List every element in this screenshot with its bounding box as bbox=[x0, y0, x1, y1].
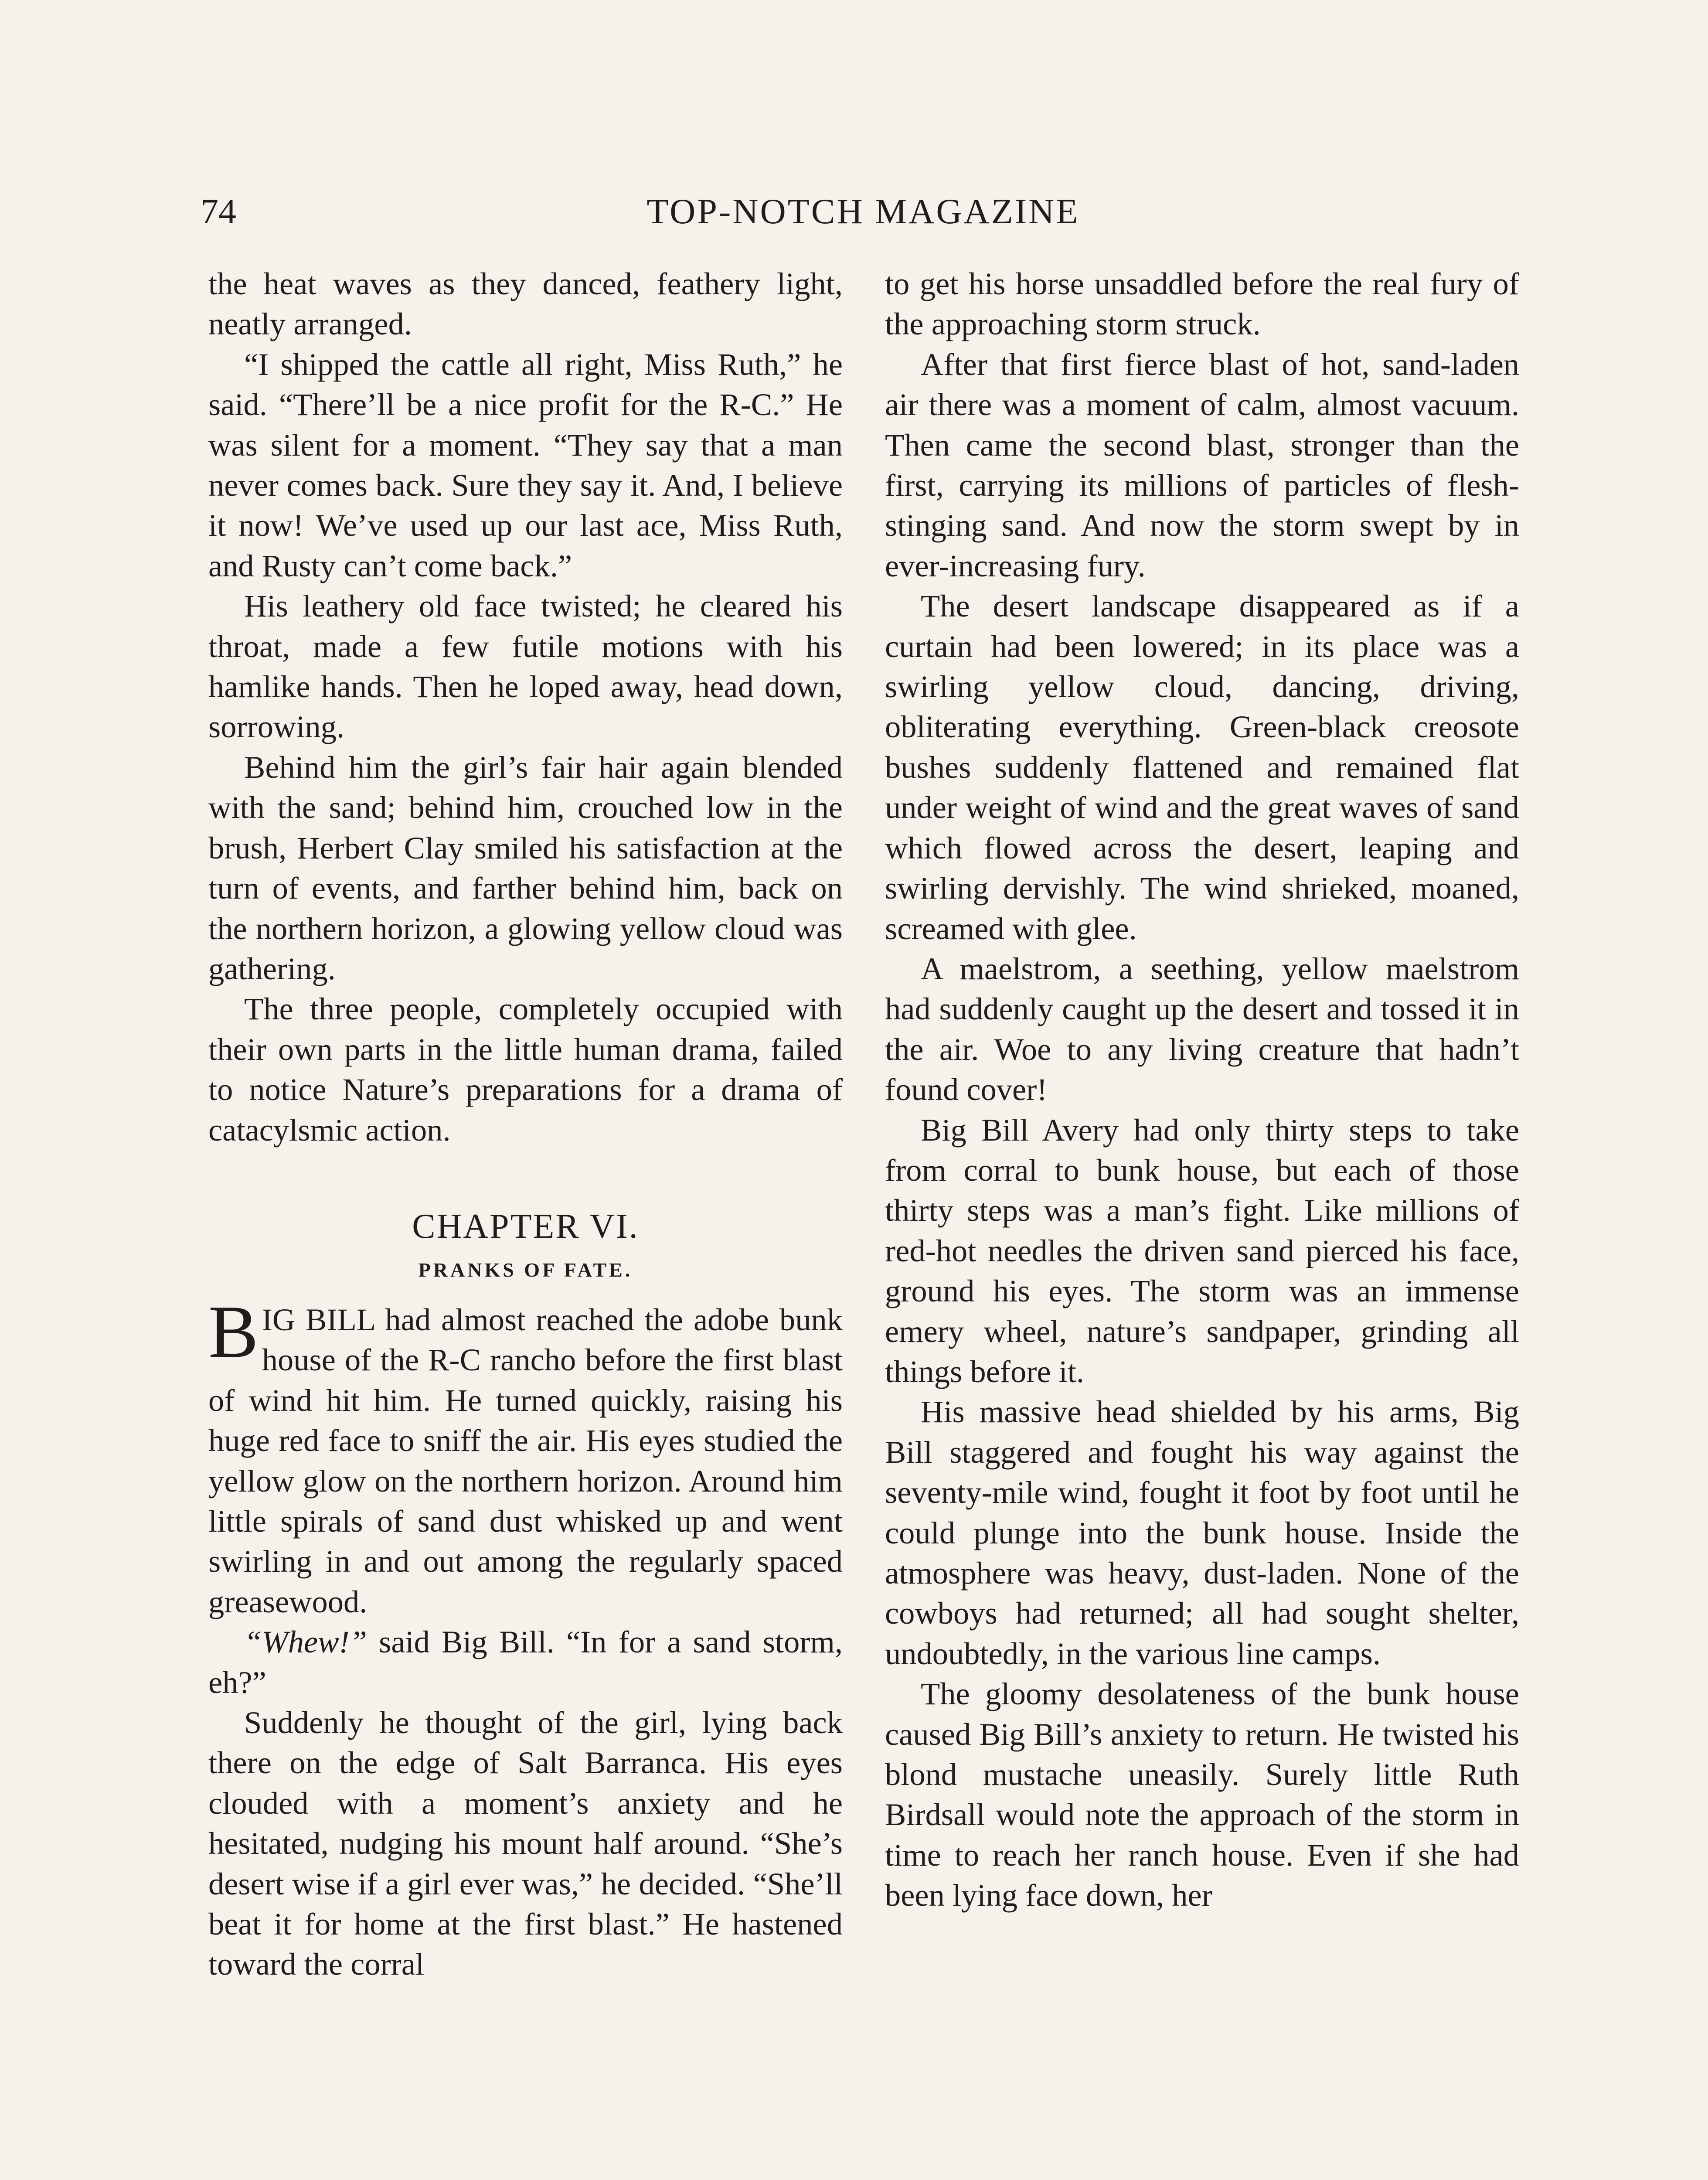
page-header bbox=[201, 187, 1526, 235]
paragraph: A maelstrom, a seething, yellow maelstrom had suddenly caught up the desert and tossed it in the air. Woe to any living creature that hadn’t found cover! bbox=[885, 950, 1519, 1107]
running-head: TOP-NOTCH MAGAZINE bbox=[646, 191, 1080, 231]
chapter-heading bbox=[208, 1205, 843, 1288]
paragraph: His leathery old face twisted; he cleared his throat, made a few futile motions with his hamlike hands. Then he loped away, head down, sorrowing. bbox=[208, 588, 843, 745]
page-number: 74 bbox=[201, 191, 236, 231]
opening-paragraph-text: IG BILL had almost reached the adobe bunk house of the R-C rancho before the first blast of wind hit him. He turned quickly, raising his huge red face to sniff the air. His eyes studied the yellow glow on the northern horizon. Around him little spirals of sand dust whisked up and went swirling in and out among the regularly spaced greasewood. bbox=[208, 1301, 843, 1619]
paragraph: to get his horse unsaddled before the real fury of the approaching storm struck. bbox=[885, 266, 1519, 342]
paragraph-text: said Big Bill. “In for a sand storm, eh?” bbox=[208, 1624, 843, 1700]
paragraph: His massive head shielded by his arms, Big Bill staggered and fought his way against the seventy-mile wind, fought it foot by foot until he could plunge into the bunk house. Inside the atmosphere was heavy, dust-laden. None of the cowboys had returned; all had sought shelter, undoubtedly, in the various line camps. bbox=[885, 1394, 1519, 1671]
chapter-subtitle: PRANKS OF FATE. bbox=[418, 1258, 633, 1281]
right-column bbox=[885, 264, 1519, 1916]
left-column bbox=[208, 264, 843, 1985]
paragraph: the heat waves as they danced, feathery light, neatly arranged. bbox=[208, 266, 843, 342]
paragraph: Big Bill Avery had only thirty steps to take from corral to bunk house, but each of those thirty steps was a man’s fight. Like millions of red-hot needles the driven sand pierced his face, ground his eyes. The storm was an immense emery wheel, nature’s sandpaper, grinding all things before it. bbox=[885, 1112, 1519, 1389]
paragraph: The gloomy desolateness of the bunk house caused Big Bill’s anxiety to return. He twisted his blond mustache uneasily. Surely little Ruth Birdsall would note the approach of the storm in time to reach her ranch house. Even if she had been lying face down, her bbox=[885, 1676, 1519, 1913]
paragraph: Behind him the girl’s fair hair again blended with the sand; behind him, crouched low in the brush, Herbert Clay smiled his satisfaction at the turn of events, and farther behind him, back on the northern horizon, a glowing yellow cloud was gathering. bbox=[208, 749, 843, 986]
paragraph: The three people, completely occupied with their own parts in the little human drama, failed to notice Nature’s preparations for a drama of catacylsmic action. bbox=[208, 991, 843, 1148]
paragraph: Suddenly he thought of the girl, lying back there on the edge of Salt Barranca. His eyes clouded with a moment’s anxiety and he hesitated, nudging his mount half around. “She’s desert wise if a girl ever was,” he decided. “She’ll beat it for home at the first blast.” He hastened toward the corral bbox=[208, 1705, 843, 1982]
exclamation: “Whew!” bbox=[244, 1624, 367, 1660]
paragraph: The desert landscape disappeared as if a curtain had been lowered; in its place was a swirling yellow cloud, dancing, driving, obliterating everything. Green-black creosote bushes suddenly flattened and remained flat under weight of wind and the great waves of sand which flowed across the desert, leaping and swirling dervishly. The wind shrieked, moaned, screamed with glee. bbox=[885, 588, 1519, 946]
drop-cap: B bbox=[208, 1290, 259, 1373]
paragraph bbox=[208, 1622, 843, 1703]
opening-paragraph bbox=[208, 1290, 843, 1622]
chapter-title: CHAPTER VI. bbox=[412, 1207, 639, 1246]
paragraph: After that first fierce blast of hot, sand-laden air there was a moment of calm, almost vacuum. Then came the second blast, stronger than the first, carrying its millions of particles of flesh-stinging sand. And now the storm swept by in ever-increasing fury. bbox=[885, 346, 1519, 583]
paragraph: “I shipped the cattle all right, Miss Ruth,” he said. “There’ll be a nice profit for the R-C.” He was silent for a moment. “They say that a man never comes back. Sure they say it. And, I believe it now! We’ve used up our last ace, Miss Ruth, and Rusty can’t come back.” bbox=[208, 346, 843, 583]
